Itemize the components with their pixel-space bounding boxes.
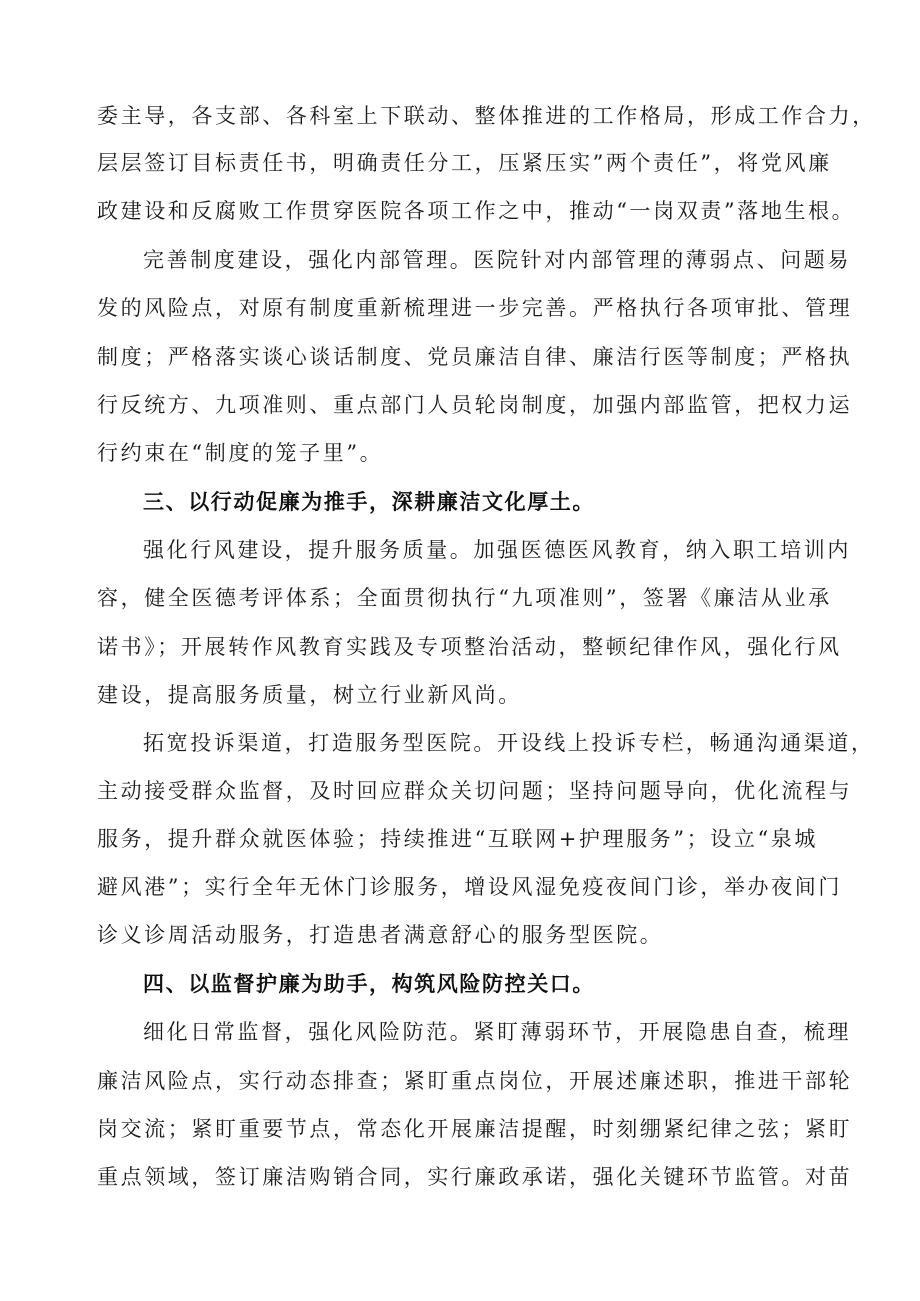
paragraph-line: 诊义诊周活动服务，打造患者满意舒心的服务型医院。: [97, 923, 664, 947]
paragraph-line: 建设，提高服务质量，树立行业新风尚。: [97, 683, 522, 707]
section-heading: 三、以行动促廉为推手，深耕廉洁文化厚土。: [143, 490, 595, 514]
paragraph-line: 层层签订目标责任书，明确责任分工，压紧压实”两个责任”，将党风廉: [97, 151, 832, 175]
paragraph-line: 岗交流；紧盯重要节点，常态化开展廉洁提醒，时刻绷紧纪律之弦；紧盯: [97, 1117, 853, 1141]
paragraph-line: 强化行风建设，提升服务质量。加强医德医风教育，纳入职工培训内: [143, 538, 851, 562]
paragraph-line: 制度；严格落实谈心谈话制度、党员廉洁自律、廉洁行医等制度；严格执: [97, 345, 853, 369]
paragraph-line: 细化日常监督，强化风险防范。紧盯薄弱环节，开展隐患自查，梳理: [143, 1020, 851, 1044]
paragraph-line: 诺书》；开展转作风教育实践及专项整治活动，整顿纪律作风，强化行风: [97, 635, 842, 659]
paragraph-line: 主动接受群众监督，及时回应群众关切问题；坚持问题导向，优化流程与: [97, 779, 853, 803]
paragraph-line: 服务，提升群众就医体验；持续推进“互联网+护理服务”；设立“泉城: [97, 827, 819, 851]
paragraph-line: 行反统方、九项准则、重点部门人员轮岗制度，加强内部监管，把权力运: [97, 393, 853, 417]
section-heading: 四、以监督护廉为助手，构筑风险防控关口。: [143, 972, 595, 996]
paragraph-line: 拓宽投诉渠道，打造服务型医院。开设线上投诉专栏，畅通沟通渠道，: [143, 731, 875, 755]
paragraph-line: 行约束在“制度的笼子里”。: [97, 441, 384, 465]
paragraph-line: 避风港”；实行全年无休门诊服务，增设风湿免疫夜间门诊，举办夜间门: [97, 875, 842, 899]
paragraph-line: 廉洁风险点，实行动态排查；紧盯重点岗位，开展述廉述职，推进干部轮: [97, 1069, 853, 1093]
paragraph-line: 完善制度建设，强化内部管理。医院针对内部管理的薄弱点、问题易: [143, 248, 851, 272]
paragraph-line: 重点领域，签订廉洁购销合同，实行廉政承诺，强化关键环节监管。对苗: [97, 1165, 853, 1189]
paragraph-line: 委主导，各支部、各科室上下联动、整体推进的工作格局，形成工作合力，: [97, 104, 876, 128]
paragraph-line: 容，健全医德考评体系；全面贯彻执行“九项准则”，签署《廉洁从业承: [97, 586, 832, 610]
paragraph-line: 政建设和反腐败工作贯穿医院各项工作之中，推动“一岗双责”落地生根。: [97, 199, 856, 223]
paragraph-line: 发的风险点，对原有制度重新梳理进一步完善。严格执行各项审批、管理: [97, 296, 853, 320]
